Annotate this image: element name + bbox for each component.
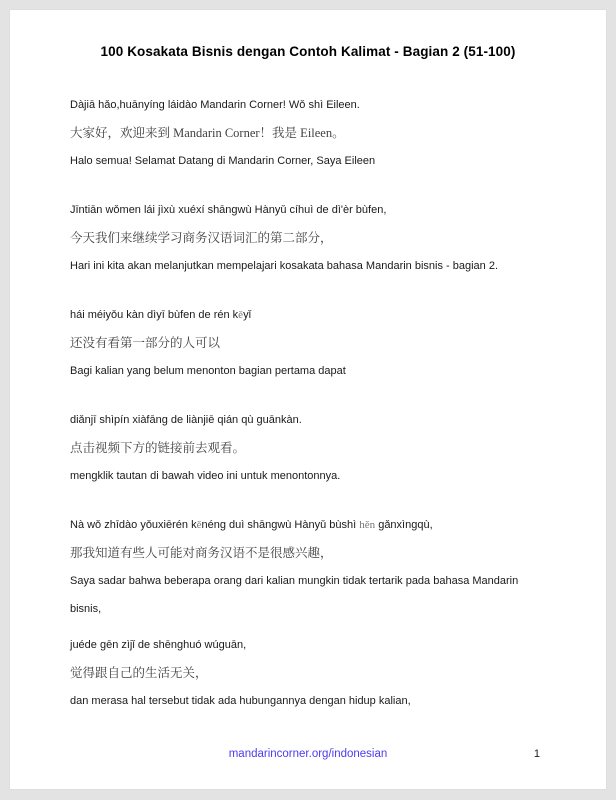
vocab-block [70, 196, 546, 280]
vocab-blocks [70, 91, 546, 715]
vocab-block [70, 511, 546, 623]
hanzi-line: 觉得跟自己的生活无关， [70, 666, 208, 680]
pinyin-line: Dàjiā hǎo,huānyíng láidào Mandarin Corner! Wǒ shì Eileen. [70, 99, 360, 111]
vocab-block [70, 631, 546, 715]
page-number: 1 [533, 748, 540, 760]
pinyin-line: hái méiyǒu kàn dìyī bùfen de rén kěyǐ [70, 309, 252, 321]
pinyin-line: Nà wǒ zhīdào yǒuxiērén kěnéng duì shāngwù Hànyǔ bùshì hěn gǎnxìngqù, [70, 519, 433, 531]
indonesian-line: Bagi kalian yang belum menonton bagian pertama dapat [70, 365, 346, 377]
hanzi-line: 那我知道有些人可能对商务汉语不是很感兴趣， [70, 546, 333, 560]
pinyin-line: diǎnjī shìpín xiàfāng de liànjiē qián qù guānkàn. [70, 414, 302, 426]
vocab-block [70, 91, 546, 175]
document-page [9, 9, 607, 790]
indonesian-line: Saya sadar bahwa beberapa orang dari kalian mungkin tidak tertarik pada bahasa Mandarin bisnis, [70, 575, 519, 615]
page-footer [10, 747, 606, 761]
pinyin-line: juéde gēn zìjǐ de shēnghuó wúguān, [70, 639, 247, 651]
document-content [10, 10, 606, 715]
hanzi-line: 还没有看第一部分的人可以 [70, 336, 221, 350]
page-title: 100 Kosakata Bisnis dengan Contoh Kalimat - Bagian 2 (51-100) [100, 44, 516, 59]
hanzi-line: 大家好，欢迎来到 Mandarin Corner！我是 Eileen。 [70, 126, 345, 140]
pinyin-line: Jīntiān wǒmen lái jìxù xuéxí shāngwù Hànyǔ cíhuì de dì'èr bùfen, [70, 204, 387, 216]
indonesian-line: Hari ini kita akan melanjutkan mempelajari kosakata bahasa Mandarin bisnis - bagian 2. [70, 260, 499, 272]
hanzi-line: 今天我们来继续学习商务汉语词汇的第二部分， [70, 231, 333, 245]
indonesian-line: mengklik tautan di bawah video ini untuk menontonnya. [70, 470, 341, 482]
vocab-block [70, 406, 546, 490]
indonesian-line: dan merasa hal tersebut tidak ada hubungannya dengan hidup kalian, [70, 695, 411, 707]
footer-link[interactable]: mandarincorner.org/indonesian [228, 748, 388, 760]
vocab-block [70, 301, 546, 385]
hanzi-line: 点击视频下方的链接前去观看。 [70, 441, 246, 455]
indonesian-line: Halo semua! Selamat Datang di Mandarin Corner, Saya Eileen [70, 155, 376, 167]
